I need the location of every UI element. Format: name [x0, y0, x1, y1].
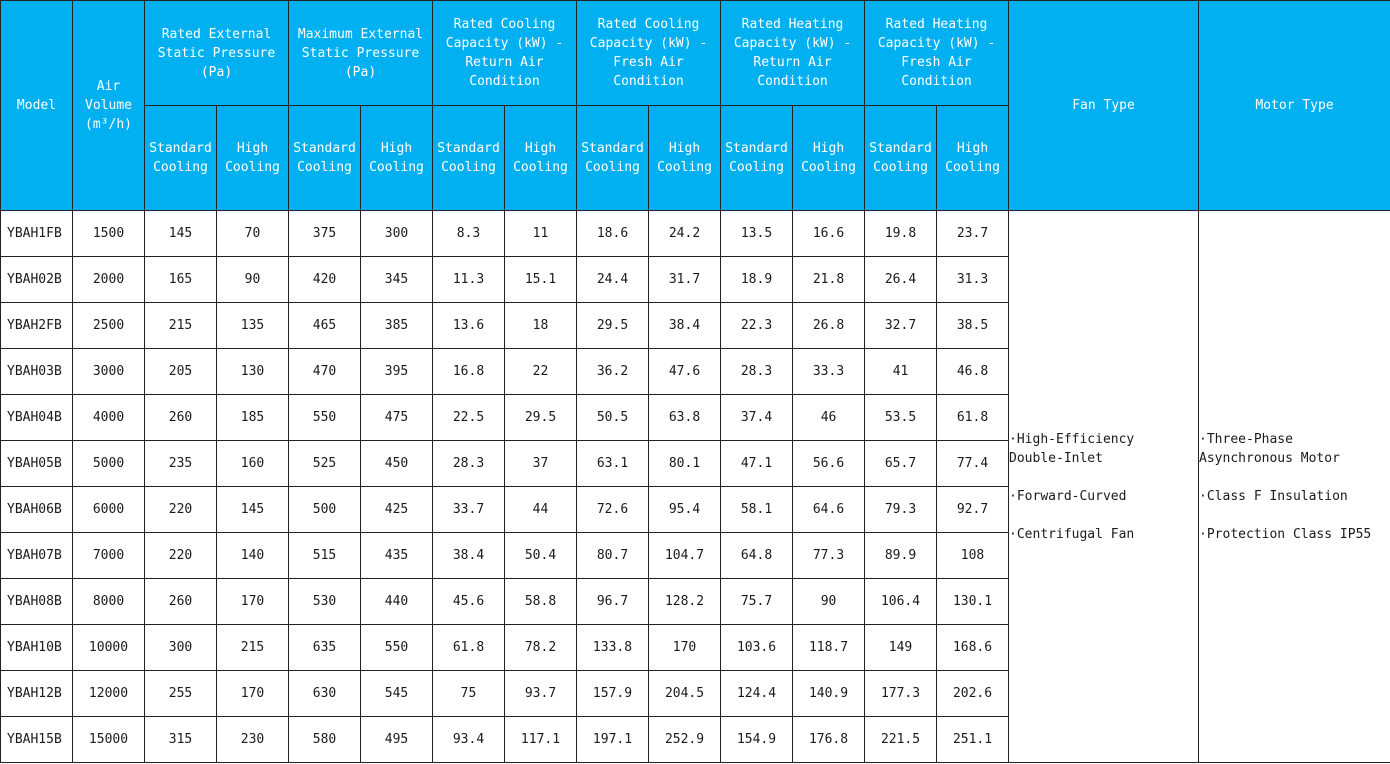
value-cell: 72.6	[577, 487, 649, 533]
value-cell: 104.7	[649, 533, 721, 579]
fan-type-line: Double-Inlet	[1009, 450, 1103, 466]
header-motor-type: Motor Type	[1199, 1, 1390, 211]
value-cell: 7000	[73, 533, 145, 579]
subheader-high-cooling: High Cooling	[793, 106, 865, 211]
subheader-high-cooling: High Cooling	[937, 106, 1009, 211]
value-cell: 93.4	[433, 717, 505, 763]
value-cell: 157.9	[577, 671, 649, 717]
model-cell: YBAH03B	[1, 349, 73, 395]
value-cell: 32.7	[865, 303, 937, 349]
table-header	[1, 1, 1390, 211]
value-cell: 124.4	[721, 671, 793, 717]
value-cell: 221.5	[865, 717, 937, 763]
value-cell: 635	[289, 625, 361, 671]
model-cell: YBAH08B	[1, 579, 73, 625]
subheader-standard-cooling: Standard Cooling	[145, 106, 217, 211]
value-cell: 168.6	[937, 625, 1009, 671]
value-cell: 128.2	[649, 579, 721, 625]
value-cell: 435	[361, 533, 433, 579]
value-cell: 215	[217, 625, 289, 671]
subheader-standard-cooling: Standard Cooling	[433, 106, 505, 211]
value-cell: 90	[793, 579, 865, 625]
value-cell: 11.3	[433, 257, 505, 303]
subheader-standard-cooling: Standard Cooling	[289, 106, 361, 211]
value-cell: 79.3	[865, 487, 937, 533]
value-cell: 170	[217, 579, 289, 625]
value-cell: 75.7	[721, 579, 793, 625]
header-rated-heating-fresh-air: Rated Heating Capacity (kW) - Fresh Air Condition	[865, 1, 1009, 106]
value-cell: 145	[217, 487, 289, 533]
value-cell: 24.2	[649, 211, 721, 257]
value-cell: 465	[289, 303, 361, 349]
value-cell: 92.7	[937, 487, 1009, 533]
header-air-volume: Air Volume (m³/h)	[73, 1, 145, 211]
value-cell: 16.6	[793, 211, 865, 257]
value-cell: 252.9	[649, 717, 721, 763]
value-cell: 8.3	[433, 211, 505, 257]
motor-type-cell	[1199, 211, 1390, 763]
value-cell: 58.1	[721, 487, 793, 533]
value-cell: 315	[145, 717, 217, 763]
value-cell: 130	[217, 349, 289, 395]
value-cell: 170	[649, 625, 721, 671]
header-rated-heating-return-air: Rated Heating Capacity (kW) - Return Air Condition	[721, 1, 865, 106]
value-cell: 38.4	[433, 533, 505, 579]
value-cell: 176.8	[793, 717, 865, 763]
motor-type-line: ·Class F Insulation	[1199, 488, 1348, 504]
value-cell: 3000	[73, 349, 145, 395]
value-cell: 6000	[73, 487, 145, 533]
value-cell: 65.7	[865, 441, 937, 487]
value-cell: 133.8	[577, 625, 649, 671]
value-cell: 46.8	[937, 349, 1009, 395]
value-cell: 260	[145, 395, 217, 441]
value-cell: 230	[217, 717, 289, 763]
motor-type-line: Asynchronous Motor	[1199, 450, 1340, 466]
value-cell: 50.4	[505, 533, 577, 579]
subheader-standard-cooling: Standard Cooling	[865, 106, 937, 211]
value-cell: 89.9	[865, 533, 937, 579]
value-cell: 18	[505, 303, 577, 349]
value-cell: 36.2	[577, 349, 649, 395]
value-cell: 37	[505, 441, 577, 487]
value-cell: 13.5	[721, 211, 793, 257]
value-cell: 197.1	[577, 717, 649, 763]
motor-type-line: ·Protection Class IP55	[1199, 526, 1372, 542]
value-cell: 106.4	[865, 579, 937, 625]
value-cell: 630	[289, 671, 361, 717]
value-cell: 28.3	[721, 349, 793, 395]
value-cell: 64.6	[793, 487, 865, 533]
table-body	[1, 211, 1390, 763]
value-cell: 31.3	[937, 257, 1009, 303]
value-cell: 251.1	[937, 717, 1009, 763]
model-cell: YBAH15B	[1, 717, 73, 763]
value-cell: 13.6	[433, 303, 505, 349]
fan-type-line: ·Forward-Curved	[1009, 488, 1127, 504]
value-cell: 64.8	[721, 533, 793, 579]
value-cell: 22	[505, 349, 577, 395]
value-cell: 22.3	[721, 303, 793, 349]
value-cell: 530	[289, 579, 361, 625]
value-cell: 450	[361, 441, 433, 487]
value-cell: 204.5	[649, 671, 721, 717]
value-cell: 345	[361, 257, 433, 303]
value-cell: 205	[145, 349, 217, 395]
value-cell: 149	[865, 625, 937, 671]
value-cell: 154.9	[721, 717, 793, 763]
model-cell: YBAH12B	[1, 671, 73, 717]
value-cell: 75	[433, 671, 505, 717]
subheader-standard-cooling: Standard Cooling	[577, 106, 649, 211]
model-cell: YBAH02B	[1, 257, 73, 303]
value-cell: 11	[505, 211, 577, 257]
value-cell: 255	[145, 671, 217, 717]
value-cell: 118.7	[793, 625, 865, 671]
value-cell: 45.6	[433, 579, 505, 625]
value-cell: 50.5	[577, 395, 649, 441]
value-cell: 47.1	[721, 441, 793, 487]
header-fan-type: Fan Type	[1009, 1, 1199, 211]
value-cell: 38.4	[649, 303, 721, 349]
value-cell: 140.9	[793, 671, 865, 717]
value-cell: 31.7	[649, 257, 721, 303]
value-cell: 160	[217, 441, 289, 487]
value-cell: 103.6	[721, 625, 793, 671]
value-cell: 26.8	[793, 303, 865, 349]
value-cell: 16.8	[433, 349, 505, 395]
value-cell: 61.8	[937, 395, 1009, 441]
value-cell: 77.3	[793, 533, 865, 579]
value-cell: 63.1	[577, 441, 649, 487]
value-cell: 470	[289, 349, 361, 395]
value-cell: 145	[145, 211, 217, 257]
value-cell: 37.4	[721, 395, 793, 441]
subheader-high-cooling: High Cooling	[361, 106, 433, 211]
value-cell: 300	[145, 625, 217, 671]
header-maximum-external-static-pressure: Maximum External Static Pressure (Pa)	[289, 1, 433, 106]
model-cell: YBAH06B	[1, 487, 73, 533]
value-cell: 375	[289, 211, 361, 257]
value-cell: 78.2	[505, 625, 577, 671]
value-cell: 185	[217, 395, 289, 441]
value-cell: 18.6	[577, 211, 649, 257]
value-cell: 15000	[73, 717, 145, 763]
value-cell: 90	[217, 257, 289, 303]
header-model: Model	[1, 1, 73, 211]
model-cell: YBAH07B	[1, 533, 73, 579]
value-cell: 28.3	[433, 441, 505, 487]
model-cell: YBAH2FB	[1, 303, 73, 349]
model-cell: YBAH10B	[1, 625, 73, 671]
subheader-high-cooling: High Cooling	[505, 106, 577, 211]
value-cell: 15.1	[505, 257, 577, 303]
fan-type-line: ·High-Efficiency	[1009, 431, 1135, 447]
subheader-high-cooling: High Cooling	[649, 106, 721, 211]
value-cell: 47.6	[649, 349, 721, 395]
value-cell: 56.6	[793, 441, 865, 487]
value-cell: 130.1	[937, 579, 1009, 625]
value-cell: 63.8	[649, 395, 721, 441]
value-cell: 220	[145, 487, 217, 533]
value-cell: 70	[217, 211, 289, 257]
value-cell: 550	[361, 625, 433, 671]
value-cell: 96.7	[577, 579, 649, 625]
value-cell: 5000	[73, 441, 145, 487]
value-cell: 33.7	[433, 487, 505, 533]
value-cell: 33.3	[793, 349, 865, 395]
value-cell: 385	[361, 303, 433, 349]
model-cell: YBAH05B	[1, 441, 73, 487]
value-cell: 580	[289, 717, 361, 763]
fan-type-cell	[1009, 211, 1199, 763]
value-cell: 46	[793, 395, 865, 441]
value-cell: 235	[145, 441, 217, 487]
value-cell: 26.4	[865, 257, 937, 303]
value-cell: 117.1	[505, 717, 577, 763]
subheader-high-cooling: High Cooling	[217, 106, 289, 211]
header-rated-cooling-fresh-air: Rated Cooling Capacity (kW) - Fresh Air Condition	[577, 1, 721, 106]
value-cell: 495	[361, 717, 433, 763]
fan-type-line: ·Centrifugal Fan	[1009, 526, 1135, 542]
value-cell: 300	[361, 211, 433, 257]
value-cell: 41	[865, 349, 937, 395]
value-cell: 420	[289, 257, 361, 303]
value-cell: 95.4	[649, 487, 721, 533]
value-cell: 515	[289, 533, 361, 579]
value-cell: 77.4	[937, 441, 1009, 487]
value-cell: 135	[217, 303, 289, 349]
value-cell: 24.4	[577, 257, 649, 303]
value-cell: 53.5	[865, 395, 937, 441]
table-row	[1, 211, 1390, 257]
value-cell: 545	[361, 671, 433, 717]
value-cell: 23.7	[937, 211, 1009, 257]
model-cell: YBAH1FB	[1, 211, 73, 257]
value-cell: 18.9	[721, 257, 793, 303]
model-cell: YBAH04B	[1, 395, 73, 441]
value-cell: 2000	[73, 257, 145, 303]
value-cell: 61.8	[433, 625, 505, 671]
value-cell: 1500	[73, 211, 145, 257]
motor-type-line: ·Three-Phase	[1199, 431, 1293, 447]
header-rated-cooling-return-air: Rated Cooling Capacity (kW) - Return Air Condition	[433, 1, 577, 106]
value-cell: 425	[361, 487, 433, 533]
value-cell: 260	[145, 579, 217, 625]
value-cell: 29.5	[505, 395, 577, 441]
value-cell: 108	[937, 533, 1009, 579]
value-cell: 12000	[73, 671, 145, 717]
value-cell: 550	[289, 395, 361, 441]
value-cell: 22.5	[433, 395, 505, 441]
value-cell: 4000	[73, 395, 145, 441]
value-cell: 19.8	[865, 211, 937, 257]
value-cell: 38.5	[937, 303, 1009, 349]
value-cell: 165	[145, 257, 217, 303]
value-cell: 21.8	[793, 257, 865, 303]
value-cell: 475	[361, 395, 433, 441]
value-cell: 8000	[73, 579, 145, 625]
value-cell: 93.7	[505, 671, 577, 717]
value-cell: 58.8	[505, 579, 577, 625]
header-rated-external-static-pressure: Rated External Static Pressure (Pa)	[145, 1, 289, 106]
value-cell: 29.5	[577, 303, 649, 349]
value-cell: 177.3	[865, 671, 937, 717]
value-cell: 215	[145, 303, 217, 349]
value-cell: 525	[289, 441, 361, 487]
value-cell: 10000	[73, 625, 145, 671]
value-cell: 80.7	[577, 533, 649, 579]
value-cell: 202.6	[937, 671, 1009, 717]
value-cell: 140	[217, 533, 289, 579]
subheader-standard-cooling: Standard Cooling	[721, 106, 793, 211]
value-cell: 440	[361, 579, 433, 625]
value-cell: 44	[505, 487, 577, 533]
value-cell: 500	[289, 487, 361, 533]
value-cell: 170	[217, 671, 289, 717]
value-cell: 220	[145, 533, 217, 579]
value-cell: 2500	[73, 303, 145, 349]
value-cell: 395	[361, 349, 433, 395]
value-cell: 80.1	[649, 441, 721, 487]
